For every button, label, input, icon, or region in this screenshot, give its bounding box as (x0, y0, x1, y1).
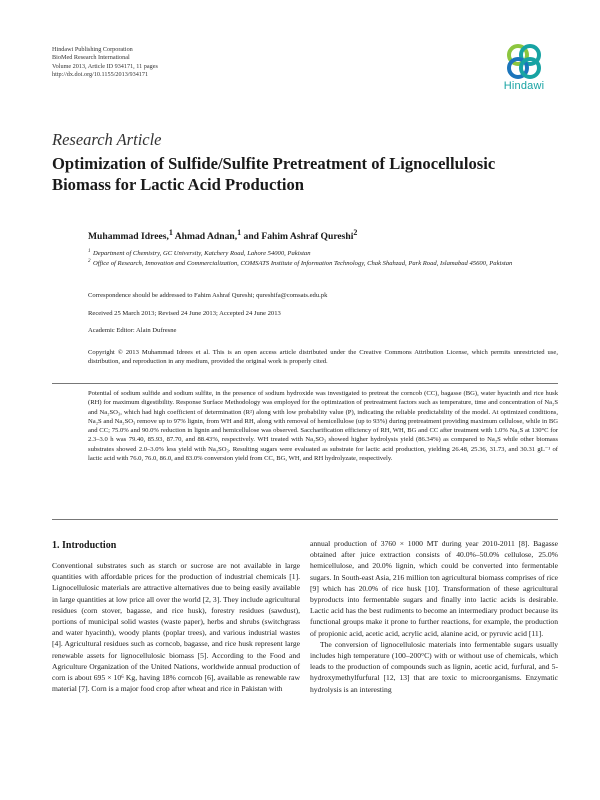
publication-dates: Received 25 March 2013; Revised 24 June 2013; Accepted 24 June 2013 (88, 310, 281, 317)
abstract-divider-bottom (52, 519, 558, 520)
body-paragraph: Conventional substrates such as starch or sucrose are not available in large quantities with affordable prices for the production of industrial chemicals [1]. Lignocellulosic materials are attractive alternatives due to being easily available in large quantities at low price all over the world [2, 3]. They include agricultural residues (corn stover, bagasse, and rice husk), forestry residues (sawdust), portions of municipal solid wastes (waste paper), herbs and shrubs (switchgrass and water hyacinth), woody plants (poplar trees), and various industrial wastes [4]. Agricultural residues such as corncob, bagasse, and rice husk represent large renewable assets for lignocellulosic biomass [5]. According to the Food and Agriculture Organization of the United Nations, worldwide annual production of corn is about 695 × 10⁶ Kg, having 18% corncob [6], available as renewable raw material [7]. Corn is a major food crop after wheat and rice in Pakistan with (52, 561, 300, 694)
body-paragraph: annual production of 3760 × 1000 MT during year 2010-2011 [8]. Bagasse obtained after juice extraction consists of 40.0%–50.0% cellulose, 25.0% hemicellulose, and 20.0% lignin, which could be converted into fermentable sugars. In South-east Asia, 216 million ton agricultural biomass comprises of rice [9] which has 20.0% of rice husk [10]. Transformation of these agricultural byproducts into fermentable sugars and finally into lactic acids is desirable. Lactic acid has the best rudiments to become an intermediary product because its functional groups make it prone to further reactions, for example, the production of propionic acid, acetic acid, acrylic acid, alanine acid, or pyruvic acid [11]. (310, 539, 558, 638)
body-paragraph: The conversion of lignocellulosic materials into fermentable sugars usually includes high temperature (100–200°C) with or without use of chemicals, which leads to the production of compounds such as lignin, acetic acid, furfural, and 5-hydroxymethylfurfural [12, 13] that are toxic to microorganisms. Enzymatic hydrolysis is an interesting (310, 639, 558, 694)
article-title: Optimization of Sulfide/Sulfite Pretreatment of Lignocellulosic Biomass for Lactic Acid Production (52, 154, 496, 194)
affiliation-item (88, 259, 558, 268)
academic-editor: Academic Editor: Alain Dufresne (88, 327, 177, 334)
volume-info: Volume 2013, Article ID 934171, 11 pages (52, 62, 158, 70)
hindawi-rings-icon (504, 43, 544, 81)
journal-name: BioMed Research International (52, 54, 130, 62)
abstract-text: Potential of sodium sulfide and sodium sulfite, in the presence of sodium hydroxide was investigated to pretreat the corncob (CC), bagasse (BG), water hyacinth and rice husk (RH) for maximum digestibility. Response Surface Methodology was employed for the optimization of pretreatment factors such as temperature, time and concentration of Na₂S and Na₂SO₃, which had high coefficient of determination (R²) along with low probability value (P), indicating the reliable predictability of the model. At optimized conditions, Na₂S and Na₂SO₃ remove up to 97% lignin, from WH and RH, along with removal of hemicellulose (up to 93%) during pretreatment providing maximum cellulose, while in BG and CC; 75.0% and 90.0% reduction in lignin and hemicellulose was observed. Saccharification efficiency of RH, WH, BG and CC after treatment with 1.0% Na₂S at 130°C for 2.3–3.0 h was 79.40, 85.93, 87.70, and 88.43%, respectively. WH treated with Na₂SO₃ showed higher hydrolysis yield (86.34%) as compared to Na₂S while other biomass substrates showed 2.0–3.0% less yield with Na₂SO₃. Resulting sugars were evaluated as substrate for lactic acid production, yielding 26.48, 25.36, 31.73, and 30.31 gL⁻¹ of lactic acid with 76.0, 76.0, 86.0, and 83.0% conversion yield from CC, BG, WH, and RH hydrolyzate, respectively. (88, 390, 558, 463)
affiliation-text: Department of Chemistry, GC University, Katchery Road, Lahore 54000, Pakistan (93, 250, 311, 257)
body-column-left (52, 560, 300, 694)
author-name: and Fahim Ashraf Qureshi (243, 231, 354, 243)
hindawi-logo (498, 43, 550, 92)
author-affil-sup: 1 (168, 228, 173, 237)
affiliation-item (88, 249, 558, 258)
author-affil-sup: 1 (237, 228, 242, 237)
publisher-name: Hindawi Publishing Corporation (52, 46, 133, 53)
affiliation-sup: 1 (88, 249, 91, 254)
correspondence-note: Correspondence should be addressed to Fahim Ashraf Qureshi; qureshifa@comsats.edu.pk (88, 292, 328, 299)
author-name: Ahmad Adnan, (174, 231, 238, 243)
author-name: Muhammad Idrees, (88, 231, 169, 243)
affiliation-sup: 2 (88, 259, 91, 264)
logo-wordmark: Hindawi (503, 80, 545, 92)
section-heading: 1. Introduction (52, 540, 117, 551)
author-list (88, 228, 357, 242)
journal-header (52, 46, 158, 80)
abstract-divider-top (52, 383, 558, 384)
copyright-notice: Copyright © 2013 Muhammad Idrees et al. This is an open access article distributed under the Creative Commons Attribution License, which permits unrestricted use, distribution, and reproduction in any medium, provided the original work is properly cited. (88, 349, 558, 366)
article-type: Research Article (52, 130, 162, 149)
affiliation-text: Office of Research, Innovation and Commercialization, COMSATS Institute of Information Technology, Chak Shahzad, Park Road, Islamabad 45600, Pakistan (93, 260, 513, 267)
doi-link[interactable]: http://dx.doi.org/10.1155/2013/934171 (52, 71, 149, 79)
affiliations (88, 249, 558, 268)
author-affil-sup: 2 (353, 228, 358, 237)
body-column-right (310, 538, 558, 695)
